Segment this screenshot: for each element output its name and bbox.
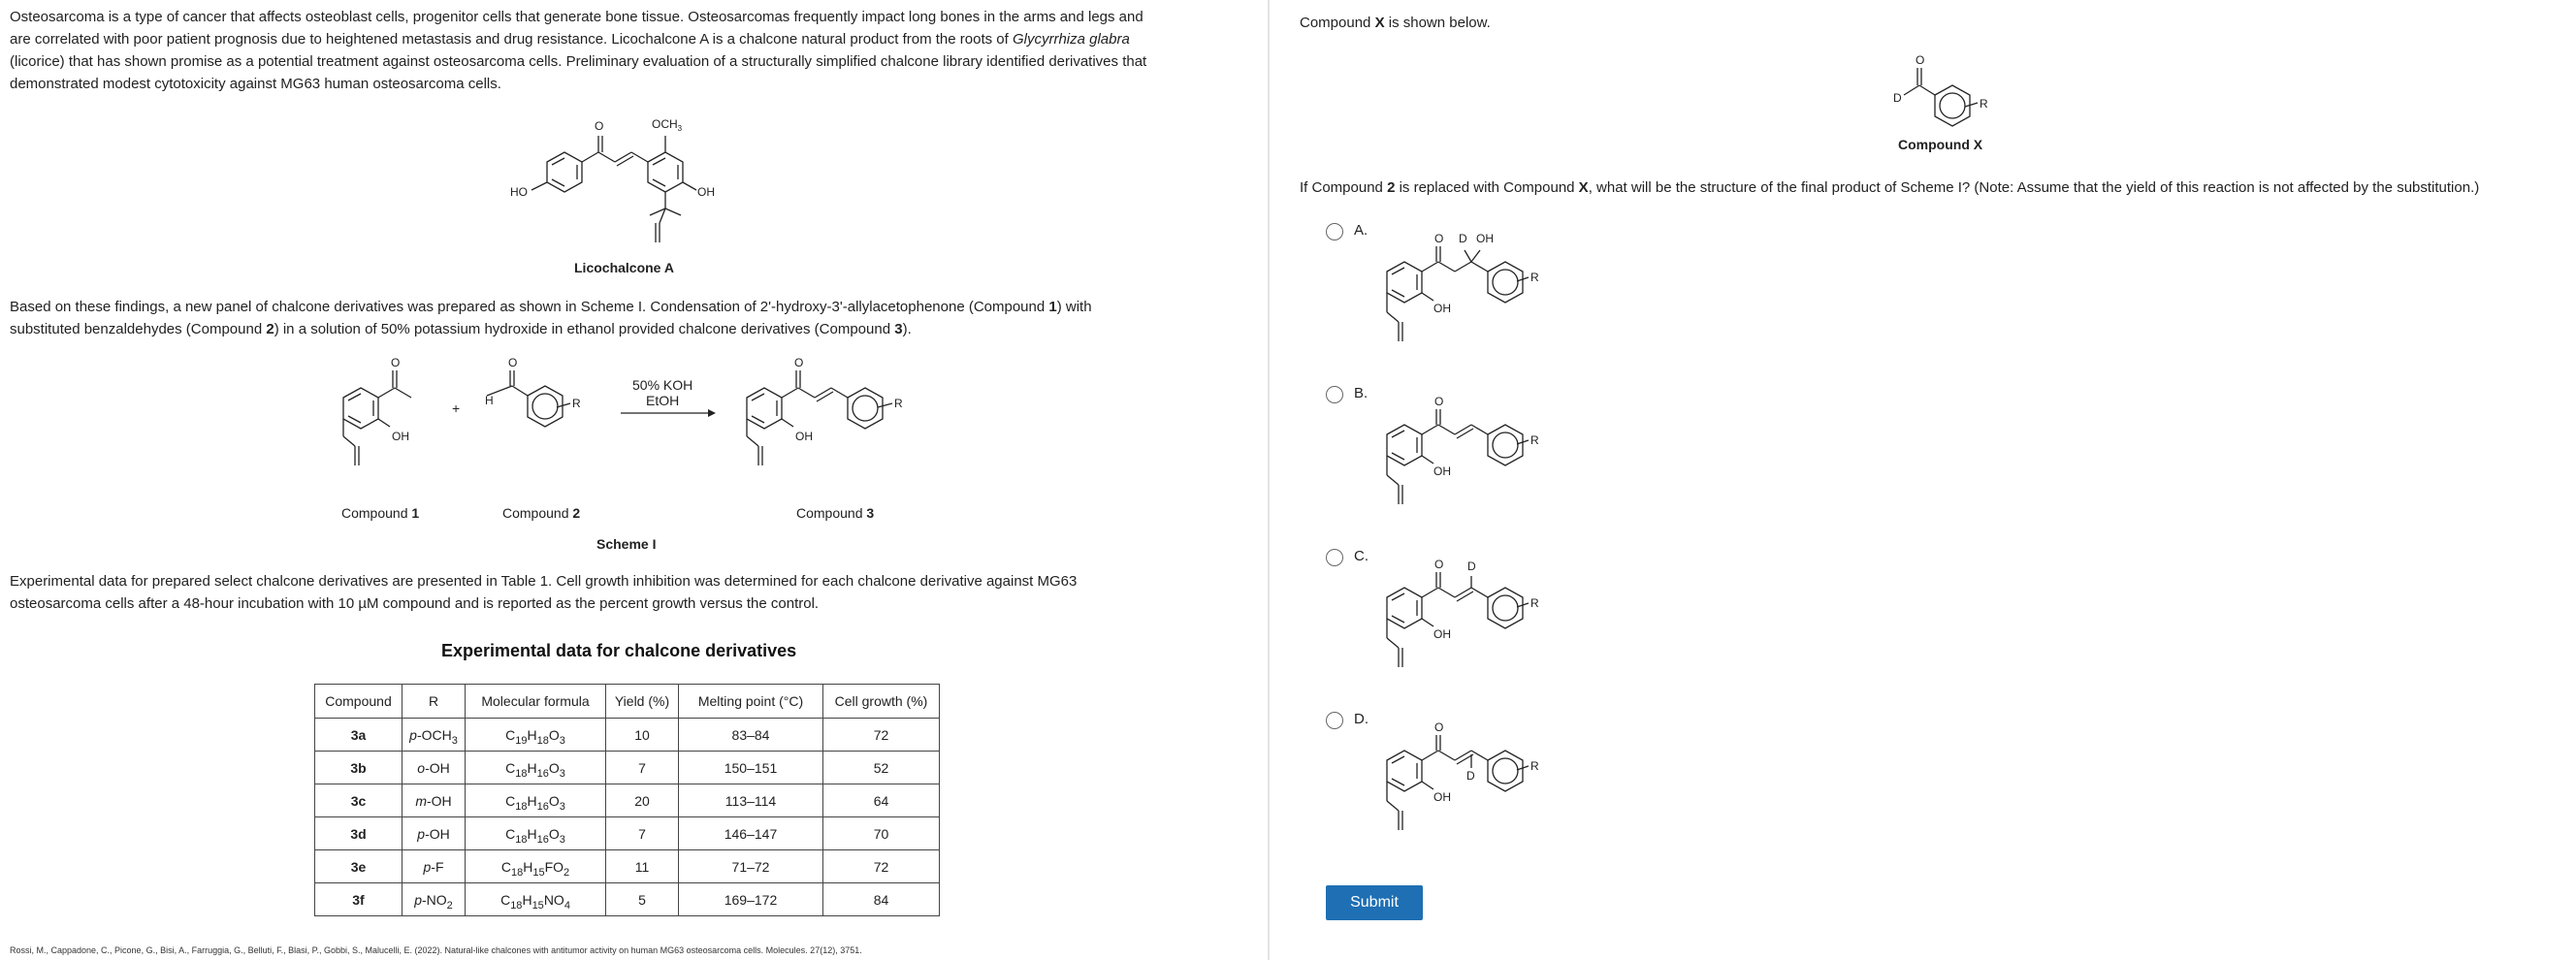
option-c-radio[interactable] bbox=[1326, 549, 1343, 566]
table-row bbox=[315, 817, 940, 850]
atom-label: O bbox=[1434, 720, 1444, 734]
atom-label: O bbox=[595, 119, 604, 133]
r-group-cell: p-F bbox=[402, 850, 466, 883]
column-header: Melting point (°C) bbox=[679, 685, 823, 719]
compound-id-cell: 3f bbox=[315, 883, 402, 916]
table-header-row bbox=[315, 685, 940, 719]
r-group-cell: p-OH bbox=[402, 817, 466, 850]
table-row bbox=[315, 883, 940, 916]
scheme-caption: Scheme I bbox=[596, 536, 657, 552]
data-paragraph: Experimental data for prepared select chalcone derivatives are presented in Table 1. Cell growth inhibition was determined for each chalcone derivative against MG63 osteosarcoma cells after a 48-hour incubation with 10 µM compound and is reported as the percent growth versus the control. bbox=[10, 573, 1078, 612]
table-row bbox=[315, 719, 940, 752]
r-group-cell: m-OH bbox=[402, 784, 466, 817]
option-b-label[interactable]: B. bbox=[1354, 385, 1368, 401]
yield-cell: 5 bbox=[606, 883, 679, 916]
atom-label: O bbox=[508, 356, 518, 369]
melting-point-cell: 150–151 bbox=[679, 752, 823, 784]
compound-id-cell: 3b bbox=[315, 752, 402, 784]
option-a-structure bbox=[1377, 225, 1591, 370]
compound-id-cell: 3d bbox=[315, 817, 402, 850]
formula-cell: $C_{18}H_{15}FO_2$ bbox=[466, 850, 606, 883]
atom-label: HO bbox=[510, 185, 528, 199]
compound-id-cell: 3a bbox=[315, 719, 402, 752]
column-header: R bbox=[402, 685, 466, 719]
atom-label: OH bbox=[1433, 627, 1451, 641]
atom-label: O bbox=[794, 356, 804, 369]
compound-x-structure bbox=[1877, 47, 2032, 144]
formula-cell: $C_{18}H_{16}O_3$ bbox=[466, 817, 606, 850]
option-c-structure bbox=[1377, 551, 1591, 696]
melting-point-cell: 83–84 bbox=[679, 719, 823, 752]
option-b-radio[interactable] bbox=[1326, 386, 1343, 403]
r-group-cell: $p-NO_2$ bbox=[402, 883, 466, 916]
yield-cell: 7 bbox=[606, 752, 679, 784]
option-d-structure bbox=[1377, 714, 1591, 859]
cell-growth-cell: 70 bbox=[823, 817, 940, 850]
licochalcone-caption: Licochalcone A bbox=[574, 260, 674, 275]
option-a-radio[interactable] bbox=[1326, 223, 1343, 240]
option-d-label[interactable]: D. bbox=[1354, 711, 1368, 727]
compound-id-cell: 3c bbox=[315, 784, 402, 817]
atom-label: D bbox=[1466, 769, 1475, 783]
atom-label: R bbox=[1530, 271, 1539, 284]
yield-cell: 20 bbox=[606, 784, 679, 817]
table-title: Experimental data for chalcone derivatives bbox=[441, 641, 797, 660]
r-group-cell: o-OH bbox=[402, 752, 466, 784]
atom-label: OH bbox=[1433, 464, 1451, 478]
question-text: If Compound 2 is replaced with Compound X, what will be the structure of the final product of Scheme I? (Note: Assume that the yield of this reaction is not affected by the substitution.) bbox=[1300, 179, 2480, 196]
option-a-label[interactable]: A. bbox=[1354, 222, 1368, 239]
yield-cell: 7 bbox=[606, 817, 679, 850]
column-header: Molecular formula bbox=[466, 685, 606, 719]
cell-growth-cell: 72 bbox=[823, 850, 940, 883]
intro-paragraph: Osteosarcoma is a type of cancer that affects osteoblast cells, progenitor cells that generate bone tissue. Osteosarcomas frequently impact long bones in the arms and legs and are correlated with poor patient prognosis due to heightened metastasis and drug resistance. Licochalcone A is a chalcone natural product from the roots of Glycyrrhiza glabra (licorice) that has shown promise as a potential treatment against osteosarcoma cells. Preliminary evaluation of a structurally simplified chalcone library identified derivatives that demonstrated modest cytotoxicity against MG63 human osteosarcoma cells. bbox=[10, 9, 1147, 92]
atom-label: 3 bbox=[677, 124, 683, 133]
formula-cell: $C_{18}H_{16}O_3$ bbox=[466, 784, 606, 817]
atom-label: O bbox=[1434, 395, 1444, 408]
column-header: Cell growth (%) bbox=[823, 685, 940, 719]
formula-cell: $C_{18}H_{16}O_3$ bbox=[466, 752, 606, 784]
formula-cell: $C_{18}H_{15}NO_4$ bbox=[466, 883, 606, 916]
melting-point-cell: 71–72 bbox=[679, 850, 823, 883]
option-c-label[interactable]: C. bbox=[1354, 548, 1368, 564]
compound-x-caption: Compound X bbox=[1898, 137, 1983, 152]
column-header: Compound bbox=[315, 685, 402, 719]
atom-label: OH bbox=[697, 185, 715, 199]
cell-growth-cell: 72 bbox=[823, 719, 940, 752]
option-b-structure bbox=[1377, 388, 1591, 533]
question-panel bbox=[1271, 0, 2576, 960]
panel-divider bbox=[1268, 0, 1270, 960]
formula-cell: $C_{19}H_{18}O_3$ bbox=[466, 719, 606, 752]
submit-button[interactable]: Submit bbox=[1326, 885, 1423, 920]
atom-label: H bbox=[485, 394, 494, 407]
cell-growth-cell: 64 bbox=[823, 784, 940, 817]
atom-label: R bbox=[572, 397, 581, 410]
atom-label: OH bbox=[1476, 232, 1494, 245]
column-header: Yield (%) bbox=[606, 685, 679, 719]
scheme-i-reaction bbox=[320, 349, 980, 504]
yield-cell: 10 bbox=[606, 719, 679, 752]
compound1-caption: Compound 1 bbox=[341, 505, 420, 521]
plus-sign: + bbox=[452, 400, 461, 416]
svg-text:OCH3 bbox=[652, 117, 683, 133]
yield-cell: 11 bbox=[606, 850, 679, 883]
atom-label: D bbox=[1467, 560, 1476, 573]
passage-panel bbox=[0, 0, 1266, 960]
atom-label: OH bbox=[1433, 790, 1451, 804]
melting-point-cell: 169–172 bbox=[679, 883, 823, 916]
atom-label: R bbox=[1530, 596, 1539, 610]
atom-label: R bbox=[1530, 759, 1539, 773]
atom-label: R bbox=[1530, 433, 1539, 447]
atom-label: O bbox=[1434, 558, 1444, 571]
atom-label: O bbox=[391, 356, 401, 369]
atom-label: R bbox=[894, 397, 903, 410]
chalcone-data-table bbox=[314, 684, 940, 916]
scheme-paragraph: Based on these findings, a new panel of chalcone derivatives was prepared as shown in Scheme I. Condensation of 2'-hydroxy-3'-allylacetophenone (Compound 1) with substituted benzaldehydes (Compound 2) in a solution of 50% potassium hydroxide in ethanol provided chalcone derivatives (Compound 3). bbox=[10, 299, 1092, 337]
atom-label: O bbox=[1916, 53, 1925, 67]
melting-point-cell: 146–147 bbox=[679, 817, 823, 850]
compound2-caption: Compound 2 bbox=[502, 505, 581, 521]
atom-label: OH bbox=[392, 430, 409, 443]
table-row bbox=[315, 850, 940, 883]
table-row bbox=[315, 752, 940, 784]
reference-citation: Rossi, M., Cappadone, C., Picone, G., Bisi, A., Farruggia, G., Belluti, F., Blasi, P., Gobbi, S., Malucelli, E. (2022). Natural-like chalcones with antitumor activity on human MG63 osteosarcoma cells. Molecules. 27(12), 3751. bbox=[10, 945, 862, 955]
atom-label: D bbox=[1459, 232, 1467, 245]
atom-label: R bbox=[1980, 97, 1988, 111]
atom-label: D bbox=[1893, 91, 1902, 105]
cell-growth-cell: 84 bbox=[823, 883, 940, 916]
compound3-caption: Compound 3 bbox=[796, 505, 875, 521]
atom-label: OCH bbox=[652, 117, 678, 131]
compound-id-cell: 3e bbox=[315, 850, 402, 883]
cell-growth-cell: 52 bbox=[823, 752, 940, 784]
table-row bbox=[315, 784, 940, 817]
reagent-label: 50% KOH bbox=[632, 377, 693, 393]
melting-point-cell: 113–114 bbox=[679, 784, 823, 817]
atom-label: OH bbox=[795, 430, 813, 443]
option-d-radio[interactable] bbox=[1326, 712, 1343, 729]
atom-label: OH bbox=[1433, 302, 1451, 315]
reagent-label: EtOH bbox=[646, 393, 680, 408]
compound-x-intro: Compound X is shown below. bbox=[1300, 15, 1491, 31]
licochalcone-a-structure bbox=[504, 107, 776, 262]
atom-label: O bbox=[1434, 232, 1444, 245]
r-group-cell: $p-OCH_3$ bbox=[402, 719, 466, 752]
